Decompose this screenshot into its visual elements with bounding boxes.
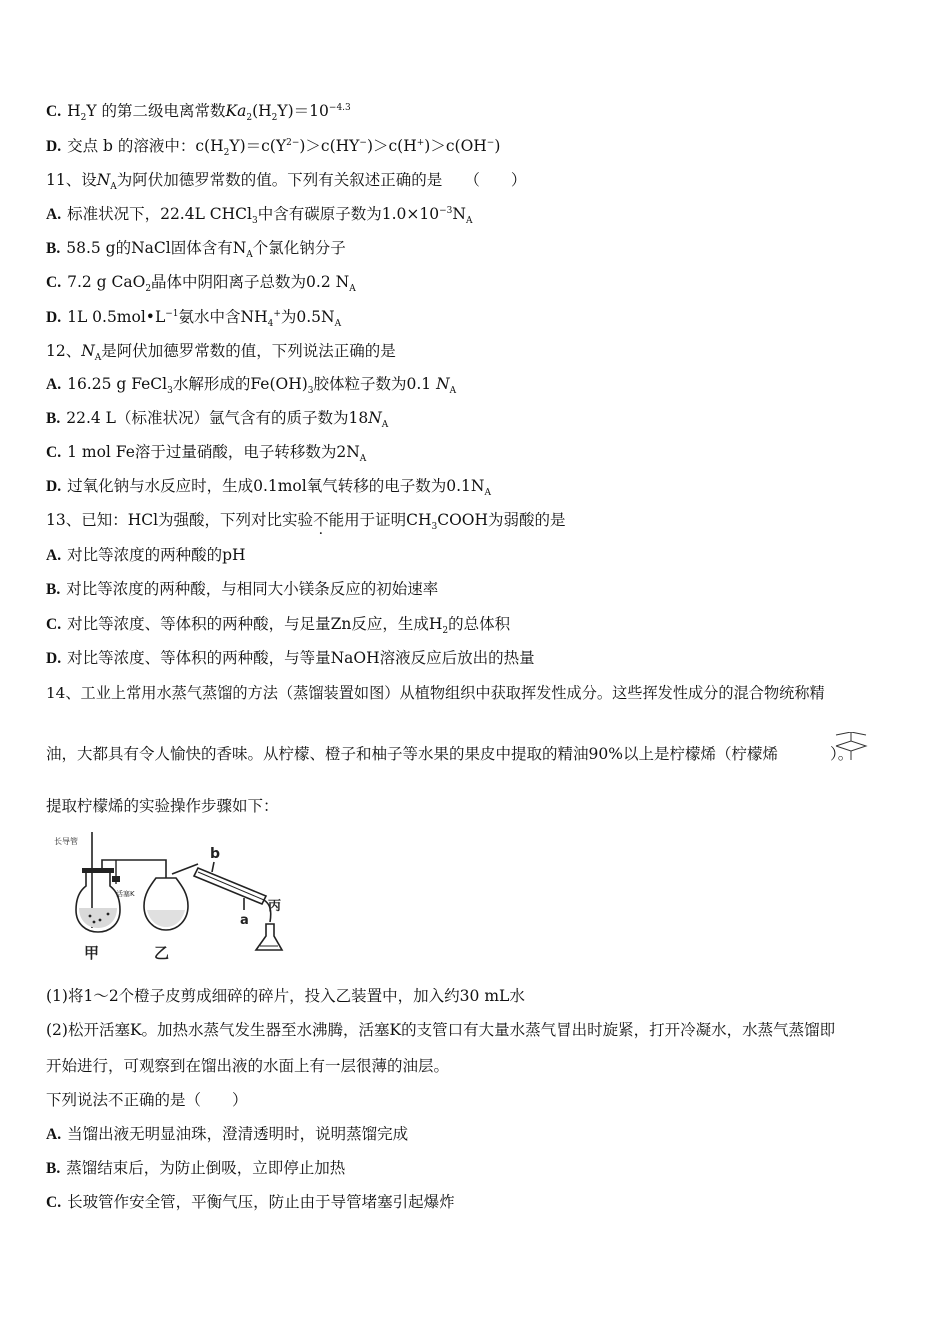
subscript: A	[484, 488, 491, 499]
option-text: )＞c(OH	[424, 137, 487, 155]
question-13-option-b	[46, 578, 438, 601]
na-symbol: N	[368, 409, 382, 427]
question-14-stem-line2	[46, 743, 853, 765]
superscript: +	[416, 137, 425, 148]
option-text: 对比等浓度的两种酸，与相同大小镁条反应的初始速率	[66, 580, 439, 598]
option-c-top	[46, 100, 351, 123]
option-label: D.	[46, 309, 62, 326]
option-text: 1L 0.5mol•L	[67, 308, 166, 326]
option-text: 水解形成的Fe(OH)	[172, 375, 308, 393]
question-text: 11、设	[46, 171, 97, 189]
subscript: 3	[167, 386, 173, 397]
question-12-option-d	[46, 475, 491, 498]
option-label: B.	[46, 410, 61, 427]
option-text: 胶体粒子数为0.1	[313, 375, 437, 393]
long-tube-label: 长导管	[54, 837, 78, 846]
option-text: 的总体积	[448, 615, 511, 633]
question-14-stem-line1: 14、工业上常用水蒸气蒸馏的方法（蒸馏装置如图）从植物组织中获取挥发性成分。这些挥发性成分的混合物统称精	[46, 684, 825, 702]
question-14-option-b	[46, 1157, 345, 1180]
question-text: COOH为弱酸的是	[437, 511, 566, 529]
condenser-inner	[198, 872, 264, 900]
label-b: b	[210, 846, 221, 862]
stopcock-label: 活塞K	[116, 890, 135, 898]
option-text: 对比等浓度、等体积的两种酸，与等量NaOH溶液反应后放出的热量	[67, 649, 535, 667]
option-d-top	[46, 135, 500, 158]
superscript: −4.3	[328, 102, 351, 113]
option-text: 对比等浓度、等体积的两种酸，与足量Zn反应，生成H	[67, 615, 443, 633]
stopcock-k	[112, 876, 120, 882]
subscript: A	[246, 250, 253, 261]
option-text: 58.5 g的NaCl固体含有N	[66, 239, 247, 257]
superscript: 2−	[286, 137, 300, 148]
option-text: Y 的第二级电离常数	[86, 102, 226, 120]
option-label: A.	[46, 1126, 62, 1143]
generator-stopper	[82, 868, 114, 873]
label-bing: 丙	[268, 899, 282, 914]
option-label: A.	[46, 376, 62, 393]
subscript: A	[381, 420, 389, 431]
option-text: 中含有碳原子数为1.0×10	[257, 205, 440, 223]
option-label: A.	[46, 206, 62, 223]
question-14-option-a	[46, 1123, 408, 1146]
option-text: (H	[252, 102, 272, 120]
option-text: 22.4 L（标准状况）氩气含有的质子数为18	[66, 409, 369, 427]
option-text: )	[494, 137, 501, 155]
subscript: 2	[442, 626, 449, 637]
subscript: A	[110, 182, 117, 193]
question-11-option-a	[46, 203, 472, 226]
subscript: A	[449, 386, 457, 397]
distillation-apparatus-figure	[48, 828, 298, 968]
option-text: 为0.5N	[280, 308, 335, 326]
limonene-structure-icon	[830, 732, 872, 762]
subscript: 2	[80, 113, 87, 124]
option-text: 当馏出液无明显油珠，澄清透明时，说明蒸馏完成	[67, 1125, 409, 1143]
option-text: Ka	[225, 102, 247, 120]
question-12-option-b	[46, 407, 388, 430]
option-label: C.	[46, 1194, 62, 1211]
generator-water	[79, 908, 117, 928]
option-text: 1 mol Fe溶于过量硝酸，电子转移数为2N	[67, 443, 360, 461]
question-13-stem	[46, 509, 566, 531]
option-label: B.	[46, 581, 61, 598]
option-text: )＞c(HY	[299, 137, 360, 155]
option-label: D.	[46, 650, 62, 667]
subscript: A	[334, 319, 342, 330]
question-14-step1: (1)将1～2个橙子皮剪成细碎的碎片，投入乙装置中，加入约30 mL水	[46, 987, 525, 1005]
option-text: 7.2 g CaO	[67, 273, 146, 291]
option-text: 交点 b 的溶液中：c(H	[67, 137, 224, 155]
question-14-step2-line2: 开始进行，可观察到在馏出液的水面上有一层很薄的油层。	[46, 1057, 450, 1075]
question-text: 13、已知：HCl为强酸，下列对比实验	[46, 511, 314, 529]
question-text: ）。	[829, 745, 854, 763]
question-text: 为阿伏加德罗常数的值。下列有关叙述正确的是	[116, 171, 443, 189]
option-label: C.	[46, 103, 62, 120]
subscript: A	[94, 353, 102, 364]
superscript: −1	[165, 308, 179, 319]
subscript: 2	[145, 284, 152, 295]
subscript: A	[465, 216, 473, 227]
question-13-option-c	[46, 613, 510, 636]
question-14-stem-line3: 提取柠檬烯的实验操作步骤如下：	[46, 797, 279, 815]
option-label: A.	[46, 547, 62, 564]
option-text: 过氧化钠与水反应时，生成0.1mol氧气转移的电子数为0.1N	[67, 477, 485, 495]
question-12-stem	[46, 340, 396, 362]
label-jia: 甲	[84, 944, 100, 962]
option-text: Y)＝c(Y	[229, 137, 287, 155]
question-12-option-c	[46, 441, 366, 464]
question-11-option-b	[46, 237, 346, 260]
water-outlet-b	[212, 862, 214, 872]
superscript: −3	[439, 205, 453, 216]
question-text: 油，大都具有令人愉快的香味。从柠檬、橙子和柚子等水果的果皮中提取的精油90%以上是柠檬烯（柠檬烯	[46, 745, 778, 763]
question-13-option-a	[46, 544, 246, 567]
option-text: 蒸馏结束后，为防止倒吸，立即停止加热	[66, 1159, 346, 1177]
superscript: −	[486, 137, 495, 148]
superscript: +	[273, 308, 281, 319]
option-label: B.	[46, 1160, 61, 1177]
question-12-option-a	[46, 373, 456, 396]
question-text: 能用于证明CH	[328, 511, 432, 529]
option-text: 氨水中含NH	[178, 308, 268, 326]
subscript: 2	[271, 113, 278, 124]
question-14-ask: 下列说法不正确的是（ ）	[46, 1091, 248, 1109]
question-14-step2-line1: (2)松开活塞K。加热水蒸气发生器至水沸腾，活塞K的支管口有大量水蒸气冒出时旋紧，打开冷凝水，水蒸气蒸馏即	[46, 1021, 836, 1039]
subscript: 2	[223, 148, 230, 159]
option-text: N	[452, 205, 466, 223]
question-11-option-c	[46, 271, 356, 294]
question-text: 12、	[46, 342, 82, 360]
question-11-option-d	[46, 306, 341, 329]
question-14-option-c	[46, 1191, 455, 1214]
subscript: 3	[307, 386, 314, 397]
option-text: 晶体中阴阳离子总数为0.2 N	[151, 273, 350, 291]
superscript: −	[359, 137, 367, 148]
na-symbol: N	[81, 342, 95, 360]
subscript: A	[359, 454, 367, 465]
answer-blank: （ ）	[464, 171, 527, 189]
option-text: )＞c(H	[366, 137, 417, 155]
subscript: A	[349, 284, 356, 295]
question-11-stem	[46, 169, 526, 191]
option-text: 对比等浓度的两种酸的pH	[67, 546, 246, 564]
subscript: 2	[246, 113, 253, 124]
option-text: 标准状况下，22.4L CHCl	[67, 205, 253, 223]
label-yi: 乙	[154, 944, 170, 962]
label-a: a	[240, 913, 249, 928]
option-label: C.	[46, 616, 62, 633]
subscript: 3	[431, 522, 438, 533]
option-label: B.	[46, 240, 61, 257]
option-text: 长玻管作安全管，平衡气压，防止由于导管堵塞引起爆炸	[67, 1193, 455, 1211]
question-13-option-d	[46, 647, 535, 670]
option-text: Y)＝10	[277, 102, 329, 120]
option-text: H	[67, 102, 81, 120]
emphasis-text: 不	[313, 511, 329, 529]
option-text: 个氯化钠分子	[252, 239, 346, 257]
question-text: 是阿伏加德罗常数的值，下列说法正确的是	[101, 342, 396, 360]
subscript: 4	[267, 319, 274, 330]
option-label: C.	[46, 444, 62, 461]
option-label: D.	[46, 478, 62, 495]
still-head	[172, 864, 198, 874]
option-text: 16.25 g FeCl	[67, 375, 168, 393]
option-label: C.	[46, 274, 62, 291]
subscript: 3	[252, 216, 258, 227]
option-label: D.	[46, 138, 62, 155]
na-symbol: N	[436, 375, 450, 393]
na-symbol: N	[96, 171, 111, 189]
